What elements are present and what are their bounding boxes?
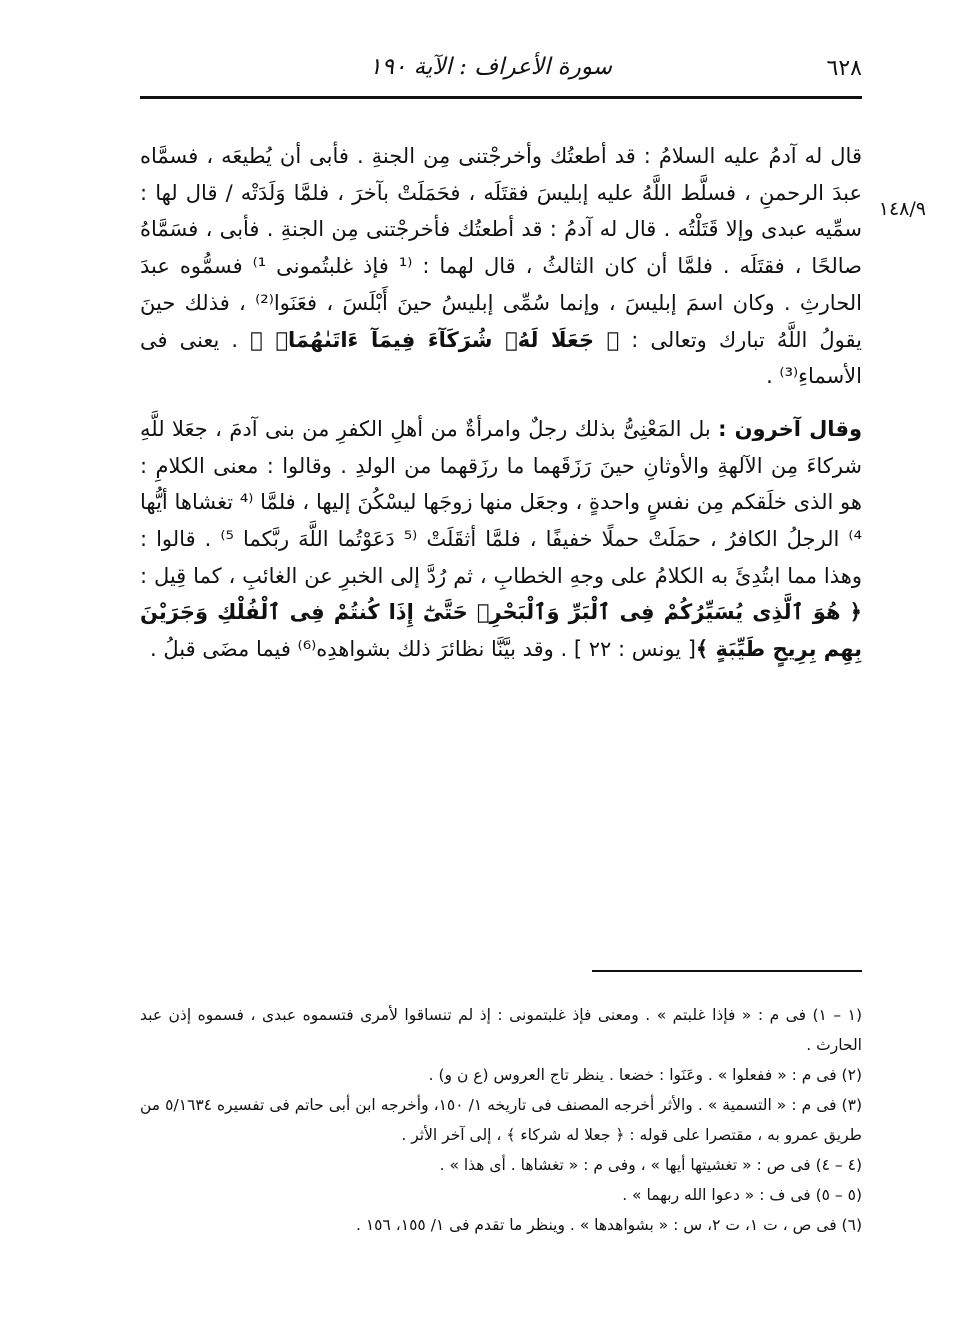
footnotes bbox=[140, 1000, 862, 1240]
paragraph-2-end: . وقد بيَّنَّا نظائرَ ذلك بشواهدِه⁽⁶⁾ فيما مضَى قبلُ . bbox=[150, 637, 568, 662]
quran-verse-2: ﴿ هُوَ ٱلَّذِى يُسَيِّرُكُمْ فِى ٱلْبَرِّ وَٱلْبَحْرِۖ حَتَّىٰٓ إِذَا كُنتُمْ فِى ٱلْفُلْكِ وَجَرَيْنَ بِهِم بِرِيحٍ طَيِّبَةٍ ﴾ bbox=[140, 600, 862, 662]
quran-verse-1: ﴿ جَعَلَا لَهُۥ شُرَكَآءَ فِيمَآ ءَاتَىٰهُمَاۚ ﴾ bbox=[250, 327, 620, 352]
paragraph-2-lead: وقال آخرون : bbox=[718, 416, 862, 441]
paragraph-2 bbox=[140, 411, 862, 668]
verse-reference: [ يونس : ٢٢ ] bbox=[573, 637, 696, 662]
page-number: ٦٢٨ bbox=[826, 56, 862, 81]
footnote-5: (٥ – ٥) فى ف : « دعوا الله ربهما » . bbox=[622, 1186, 862, 1204]
footnote-2: (٢) فى م : « ففعلوا » . وعَنَوا : خضعا . ينظر تاج العروس (ع ن و) . bbox=[428, 1066, 862, 1084]
paragraph-1 bbox=[140, 138, 862, 395]
page-header bbox=[140, 48, 862, 94]
running-title: سورة الأعراف : الآية ١٩٠ bbox=[369, 54, 612, 80]
main-text bbox=[140, 138, 862, 668]
footnote-rule bbox=[592, 970, 862, 972]
margin-reference: ١٤٨/٩ bbox=[878, 198, 926, 220]
footnote-6: (٦) فى ص ، ت ١، ت ٢، س : « بشواهدها » . وينظر ما تقدم فى ١/ ١٥٥، ١٥٦ . bbox=[356, 1216, 862, 1234]
footnote-1: (١ – ١) فى م : « فإذا غلبتم » . ومعنى فإذ غلبتمونى : إذ لم تنساقوا لأمرى فتسموه عبدى ، فسموه إذن عبد الحارث . bbox=[140, 1006, 862, 1054]
paragraph-1-end: . يعنى فى الأسماءِ⁽³⁾ . bbox=[140, 327, 862, 389]
header-rule bbox=[140, 96, 862, 99]
footnote-3: (٣) فى م : « التسمية » . والأثر أخرجه المصنف فى تاريخه ١/ ١٥٠، وأخرجه ابن أبى حاتم فى تفسيره ٥/١٦٣٤ من طريق عمرو به ، مقتصرا على قوله : ﴿ جعلا له شركاء ﴾ ، إلى آخر الأثر . bbox=[140, 1096, 862, 1144]
footnote-4: (٤ – ٤) فى ص : « تغشيتها أيها » ، وفى م : « تغشاها . أى هذا » . bbox=[439, 1156, 862, 1174]
paragraph-1-text: قال له آدمُ عليه السلامُ : قد أطعتُك وأخرجْتنى مِن الجنةِ . فأبى أن يُطيعَه ، فسمَّاه عبدَ الرحمنِ ، فسلَّط اللَّهُ عليه إبليسَ فقتَلَه ، فحَمَلَتْ بآخرَ ، فلمَّا وَلَدَتْه / قال لها : سمِّيه عبدى وإلا قَتَلْتُه . قال له آدمُ : قد أطعتُك فأخرجْتنى مِن الجنةِ . فأبى ، فسَمَّاهُ صالحًا ، فقتَلَه . فلمَّا أن كان الثالثُ ، قال لهما : ⁽¹ فإذ غلبتُمونى ¹⁾ فسمُّوه عبدَ الحارثِ . وكان اسمَ إبليسَ ، وإنما سُمِّى إبليسُ حينَ أَبْلَسَ ، فعَنَوا⁽²⁾ ، فذلك حينَ يقولُ اللَّهُ تبارك وتعالى : bbox=[140, 144, 862, 352]
paragraph-2-text: بل المَعْنِىُّ بذلك رجلٌ وامرأةٌ من أهلِ الكفرِ من بنى آدمَ ، جعَلا للَّهِ شركاءَ مِن الآلهةِ والأوثانِ حينَ رَزَقَهما ما رزَقهما من الولدِ . وقالوا : معنى الكلامِ : هو الذى خلَقكم مِن نفسٍ واحدةٍ ، وجعَل منها زوجَها ليسْكُنَ إليها ، فلمَّا ⁽⁴ تغشاها أيُّها ⁴⁾ الرجلُ الكافرُ ، حمَلَتْ حملًا خفيفًا ، فلمَّا أثقَلَتْ ⁽⁵ دَعَوْتُما اللَّهَ ربَّكما ⁵⁾ . قالوا : وهذا مما ابتُدِئَ به الكلامُ على وجهِ الخطابِ ، ثم رُدَّ إلى الخبرِ عن الغائبِ ، كما قِيل : bbox=[140, 416, 862, 588]
